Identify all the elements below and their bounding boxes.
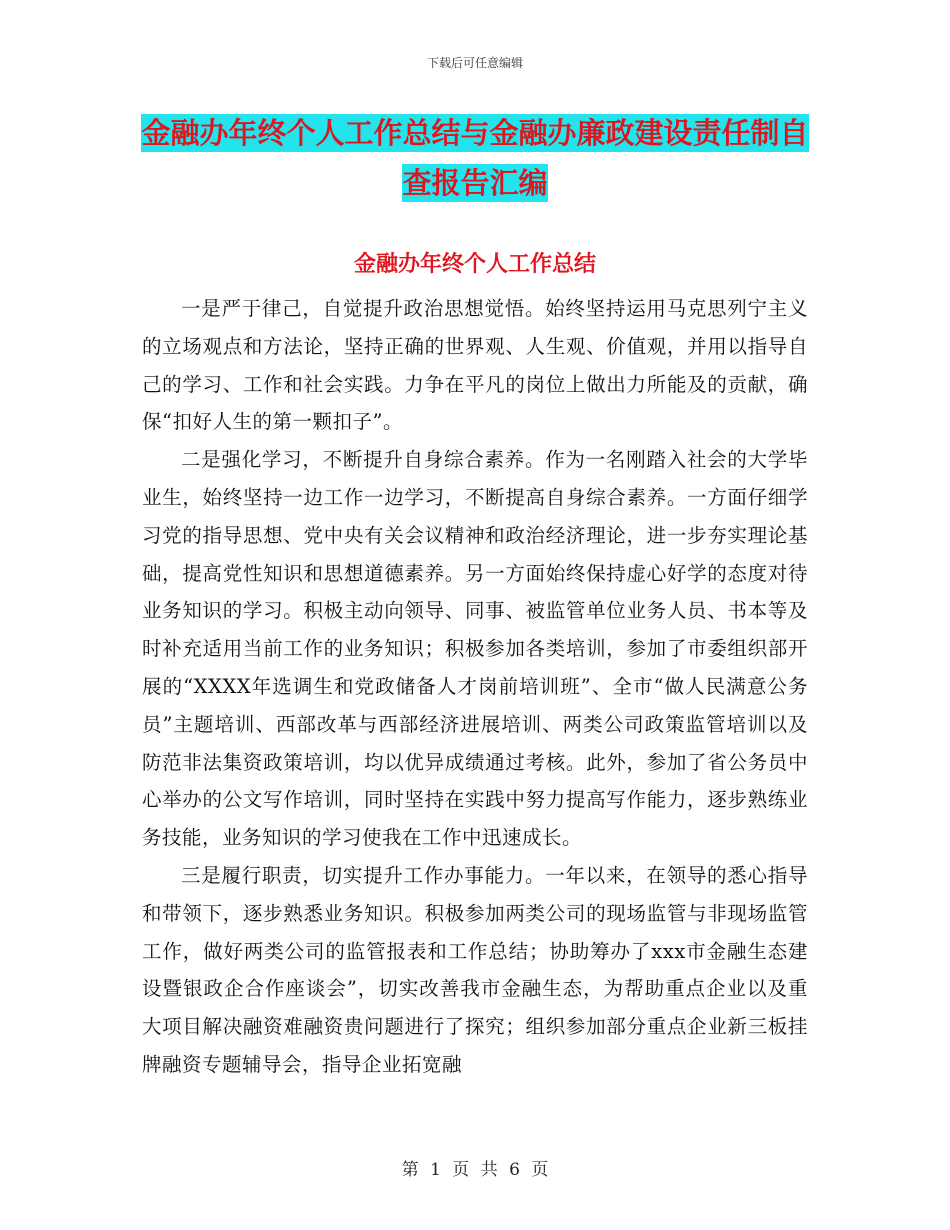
paragraph-1: 一是严于律己，自觉提升政治思想觉悟。始终坚持运用马克思列宁主义的立场观点和方法论，坚持正确的世界观、人生观、价值观，并用以指导自己的学习、工作和社会实践。力争在平凡的岗位上做出力所能及的贡献，确保“扣好人生的第一颗扣子”。 xyxy=(142,297,808,434)
header-note: 下载后可任意编辑 xyxy=(426,56,523,70)
section-title: 金融办年终个人工作总结 xyxy=(353,252,596,277)
document-title-text: 金融办年终个人工作总结与金融办廉政建设责任制自查报告汇编 xyxy=(141,116,809,200)
document-body xyxy=(142,290,808,1084)
paragraph-3: 三是履行职责，切实提升工作办事能力。一年以来，在领导的悉心指导和带领下，逐步熟悉业务知识。积极参加两类公司的现场监管与非现场监管工作，做好两类公司的监管报表和工作总结；协助筹办了xxx市金融生态建设暨银政企合作座谈会”，切实改善我市金融生态，为帮助重点企业以及重大项目解决融资难融资贵问题进行了探究；组织参加部分重点企业新三板挂牌融资专题辅导会，指导企业拓宽融 xyxy=(142,863,808,1076)
paragraph-2: 二是强化学习，不断提升自身综合素养。作为一名刚踏入社会的大学毕业生，始终坚持一边工作一边学习，不断提高自身综合素养。一方面仔细学习党的指导思想、党中央有关会议精神和政治经济理论，进一步夯实理论基础，提高党性知识和思想道德素养。另一方面始终保持虚心好学的态度对待业务知识的学习。积极主动向领导、同事、被监管单位业务人员、书本等及时补充适用当前工作的业务知识；积极参加各类培训，参加了市委组织部开展的“XXXX年选调生和党政储备人才岗前培训班”、全市“做人民满意公务员”主题培训、西部改革与西部经济进展培训、两类公司政策监管培训以及防范非法集资政策培训，均以优异成绩通过考核。此外，参加了省公务员中心举办的公文写作培训，同时坚持在实践中努力提高写作能力，逐步熟练业务技能，业务知识的学习使我在工作中迅速成长。 xyxy=(142,448,808,850)
page-footer: 第 1 页 共 6 页 xyxy=(401,1160,549,1180)
document-title xyxy=(140,108,810,208)
